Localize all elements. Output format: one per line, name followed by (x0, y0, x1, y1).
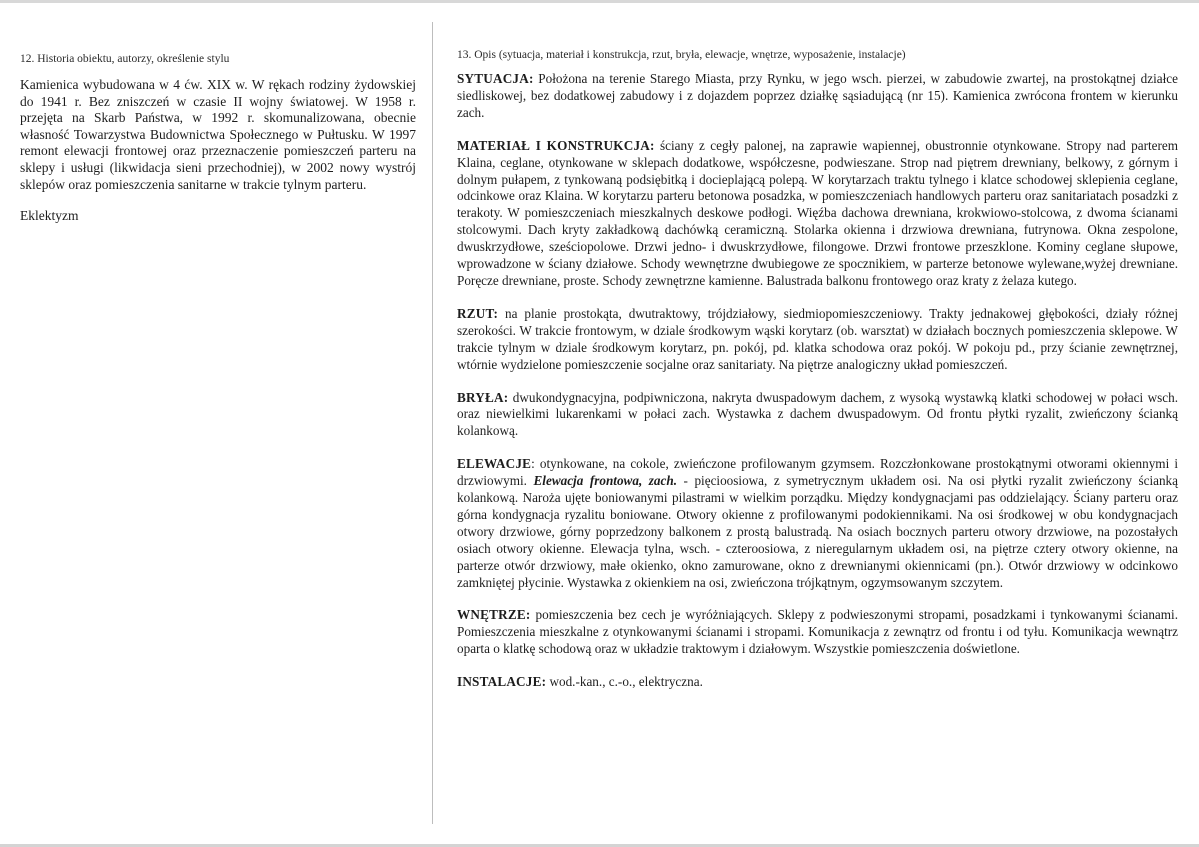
column-divider (432, 22, 433, 824)
section-bryla (457, 390, 1178, 441)
history-column (20, 52, 416, 225)
section-text: Położona na terenie Starego Miasta, przy Rynku, w jego wsch. pierzei, w zabudowie zwartej, na prostokątnej działce siedliskowej, bez dodatkowej zabudowy i z dojazdem poprzez działkę sąsiadującą (nr 15). Kamienica zwrócona frontem w kierunku zach. (457, 71, 1178, 120)
section-label: SYTUACJA: (457, 71, 534, 86)
description-column (457, 48, 1178, 707)
section-label: INSTALACJE: (457, 674, 547, 690)
section-instalacje (457, 674, 1178, 691)
section-label: WNĘTRZE: (457, 607, 531, 623)
history-text: Kamienica wybudowana w 4 ćw. XIX w. W rękach rodziny żydowskiej do 1941 r. Bez zniszczeń w czasie II wojny światowej. W 1958 r. przejęta na Skarb Państwa, w 1992 r. skomunalizowana, obecnie własność Towarzystwa Budownictwa Społecznego w Pułtusku. W 1997 remont elewacji frontowej oraz przeznaczenie pomieszczeń parteru na sklepy i usługi (likwidacja sieni przechodniej), w 2002 nowy wystrój sklepów oraz pomieszczenia sanitarne w trakcie tylnym parteru. (20, 77, 416, 192)
section-text: ściany z cegły palonej, na zaprawie wapiennej, obustronnie otynkowane. Stropy nad parterem Klaina, ceglane, otynkowane w sklepach dodatkowe, współczesne, podwieszane. Strop nad piętrem drewniany, belkowy, z górnym i dolnym pułapem, z tynkowaną podsiębitką i docieplającą polepą. W korytarzach traktu tylnego i klatce schodowej sklepienia ceglane, odcinkowe oraz Klaina. W korytarzu parteru betonowa posadzka, w pomieszczeniach handlowych parteru oraz sanitariatach posadzki z terakoty. W pomieszczeniach mieszkalnych deskowe podłogi. Więźba dachowa drewniana, krokwiowo-stolcowa, z dwoma ścianami stolcowymi. Dach kryty zakładkową dachówką ceramiczną. Stolarka okienna i drzwiowa drewniana, futrynowa. Okna zespolone, dwuskrzydłowe, sześciopolowe. Drzwi jedno- i dwuskrzydłowe, filongowe. Drzwi frontowe przeszklone. Kominy ceglane słupowe, wprowadzone w ściany działowe. Schody wewnętrzne dwubiegowe ze spocznikiem, w parterze betonowe wylewane,wyżej drewniane. Poręcze drewniane, proste. Schody zewnętrzne kamienne. Balustrada balkonu frontowego oraz kraty z żelaza kutego. (457, 137, 1179, 288)
section-text: dwukondygnacyjna, podpiwniczona, nakryta dwuspadowym dachem, z wysoką wystawką klatki schodowej w połaci wsch. oraz niewielkimi lukarenkami w połaci zach. Wystawka z dachem dwuspadowym. Od frontu płytki ryzalit, zwieńczony ścianką kolankową. (457, 389, 1178, 439)
section-text: pomieszczenia bez cech je wyróżniających. Sklepy z podwieszonymi stropami, posadzkami i tynkowanymi ścianami. Pomieszczenia mieszkalne z otynkowanymi ścianami i stropami. Komunikacja z zewnątrz od frontu i od tyłu. Komunikacja wewnątrz oparta o klatkę schodową oraz w układzie traktowym i działowym. Wszystkie pomieszczenia doświetlone. (457, 607, 1178, 657)
section-elewacje (457, 456, 1178, 591)
scan-edge-top (0, 0, 1199, 3)
section-material (457, 138, 1178, 290)
section-label: BRYŁA: (457, 389, 509, 405)
section-text-continued: - pięcioosiowa, z symetrycznym układem osi. Na osi płytki ryzalit zwieńczony ścianką kolankową. Naroża ujęte boniowanymi pilastrami w wielkim porządku. Między kondygnacjami pas oddzielający. Ściany parteru oraz górna kondygnacja ryzalitu boniowane. Otwory okienne z profilowanymi podokiennikami. Na osi środkowej w obu kondygnacjach otwory drzwiowe, górny poprzedzony balkonem z prostą balustradą. Na osiach bocznych parteru otwory drzwiowe, na pozostałych osiach otwory okienne. Elewacja tylna, wsch. - czteroosiowa, z nieregularnym układem osi, na piętrze cztery otwory okienne, na parterze otwór drzwiowy, małe okienko, okno zamurowane, okno z drewnianymi okiennicami (pn.). Otwór drzwiowy w odcinkowo zamkniętej płycinie. Wystawka z okienkiem na osi, zwieńczona trójkątnym, ogzymsowanym szczytem. (457, 473, 1178, 590)
section-label: RZUT: (457, 305, 499, 321)
section-emphasis: Elewacja frontowa, zach. (533, 473, 677, 489)
section-rzut (457, 306, 1178, 374)
style-text: Eklektyzm (20, 208, 79, 224)
description-heading: 13. Opis (sytuacja, materiał i konstrukcja, rzut, bryła, elewacje, wnętrze, wyposażenie, instalacje) (457, 49, 906, 61)
section-text: wod.-kan., c.-o., elektryczna. (549, 674, 703, 690)
history-heading: 12. Historia obiektu, autorzy, określenie stylu (20, 53, 230, 65)
section-label: ELEWACJE (457, 456, 532, 472)
section-sytuacja (457, 71, 1178, 122)
section-wnetrze (457, 607, 1178, 658)
section-label: MATERIAŁ I KONSTRUKCJA: (457, 137, 655, 153)
section-text: na planie prostokąta, dwutraktowy, trójdziałowy, siedmiopomieszczeniowy. Trakty jednakowej głębokości, działy różnej szerokości. W trakcie frontowym, w dziale środkowym wąski korytarz (ob. warsztat) w działach bocznych pomieszczenia sklepowe. W trakcie tylnym w dziale środkowym korytarz, pn. pokój, pd. klatka schodowa oraz pokój. W pokoju pd., przy ścianie zewnętrznej, wtórnie wydzielone pomieszczenie socjalne oraz sanitariaty. Na piętrze analogiczny układ pomieszczeń. (457, 305, 1179, 372)
section-text: : otynkowane, na cokole, zwieńczone profilowanym gzymsem. Rozczłonkowane prostokątnymi otworami okiennymi i drzwiowymi. (457, 456, 1178, 489)
